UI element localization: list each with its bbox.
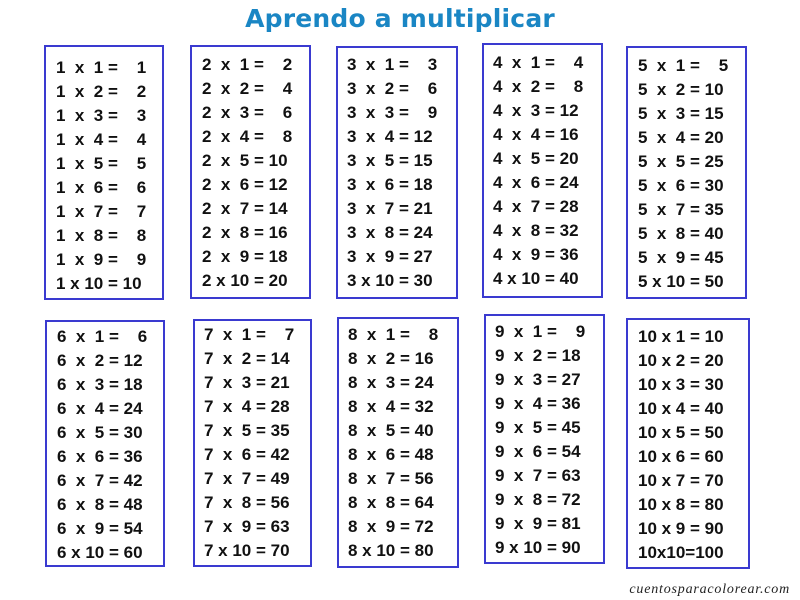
table-6-box bbox=[45, 320, 165, 567]
table-3-lines bbox=[338, 48, 456, 293]
table-7-lines bbox=[195, 321, 310, 563]
table-1-lines bbox=[46, 47, 162, 296]
table-row: 10 x 9 = 90 bbox=[638, 519, 724, 538]
table-row: 5 x 4 = 20 bbox=[638, 128, 724, 147]
table-row: 7 x 3 = 21 bbox=[204, 373, 290, 392]
table-5-box bbox=[626, 46, 747, 299]
table-row: 3 x 8 = 24 bbox=[347, 223, 433, 242]
page-title: Aprendo a multiplicar bbox=[245, 4, 555, 33]
table-row: 8 x 1 = 8 bbox=[348, 325, 439, 344]
table-row: 5 x 6 = 30 bbox=[638, 176, 724, 195]
table-6-lines bbox=[47, 322, 163, 565]
table-row: 3 x 7 = 21 bbox=[347, 199, 433, 218]
table-row: 7 x 10 = 70 bbox=[204, 541, 290, 560]
table-row: 10 x 3 = 30 bbox=[638, 375, 724, 394]
table-row: 1 x 5 = 5 bbox=[56, 154, 147, 173]
table-row: 10 x 6 = 60 bbox=[638, 447, 724, 466]
table-row: 6 x 10 = 60 bbox=[57, 543, 143, 562]
table-row: 5 x 2 = 10 bbox=[638, 80, 724, 99]
table-4-lines bbox=[484, 45, 601, 291]
table-row: 8 x 9 = 72 bbox=[348, 517, 434, 536]
table-row: 3 x 5 = 15 bbox=[347, 151, 433, 170]
table-row: 6 x 7 = 42 bbox=[57, 471, 143, 490]
table-8-lines bbox=[339, 319, 457, 563]
table-row: 1 x 2 = 2 bbox=[56, 82, 147, 101]
table-row: 1 x 8 = 8 bbox=[56, 226, 147, 245]
table-row: 2 x 7 = 14 bbox=[202, 199, 288, 218]
table-4-box bbox=[482, 43, 603, 298]
table-row: 8 x 5 = 40 bbox=[348, 421, 434, 440]
table-row: 9 x 9 = 81 bbox=[495, 514, 581, 533]
table-row: 7 x 1 = 7 bbox=[204, 325, 295, 344]
table-row: 3 x 3 = 9 bbox=[347, 103, 438, 122]
table-row: 3 x 1 = 3 bbox=[347, 55, 438, 74]
table-row: 5 x 10 = 50 bbox=[638, 272, 724, 291]
table-row: 7 x 9 = 63 bbox=[204, 517, 290, 536]
table-row: 9 x 4 = 36 bbox=[495, 394, 581, 413]
table-row: 4 x 2 = 8 bbox=[493, 77, 584, 96]
table-row: 1 x 4 = 4 bbox=[56, 130, 147, 149]
table-row: 4 x 3 = 12 bbox=[493, 101, 579, 120]
table-10-lines bbox=[628, 320, 748, 565]
table-row: 1 x 6 = 6 bbox=[56, 178, 147, 197]
table-row: 3 x 10 = 30 bbox=[347, 271, 433, 290]
table-row: 7 x 7 = 49 bbox=[204, 469, 290, 488]
table-row: 3 x 9 = 27 bbox=[347, 247, 433, 266]
table-row: 6 x 8 = 48 bbox=[57, 495, 143, 514]
table-row: 9 x 6 = 54 bbox=[495, 442, 581, 461]
table-row: 9 x 1 = 9 bbox=[495, 322, 586, 341]
table-row: 1 x 7 = 7 bbox=[56, 202, 147, 221]
table-10-box bbox=[626, 318, 750, 569]
table-9-box bbox=[484, 314, 605, 564]
table-row: 5 x 8 = 40 bbox=[638, 224, 724, 243]
table-row: 3 x 4 = 12 bbox=[347, 127, 433, 146]
table-row: 10 x 7 = 70 bbox=[638, 471, 724, 490]
table-row: 5 x 9 = 45 bbox=[638, 248, 724, 267]
table-row: 1 x 9 = 9 bbox=[56, 250, 147, 269]
table-row: 6 x 6 = 36 bbox=[57, 447, 143, 466]
table-1-box bbox=[44, 45, 164, 300]
table-row: 2 x 3 = 6 bbox=[202, 103, 293, 122]
table-row: 7 x 2 = 14 bbox=[204, 349, 290, 368]
table-row: 1 x 10 = 10 bbox=[56, 274, 142, 293]
table-row: 2 x 9 = 18 bbox=[202, 247, 288, 266]
table-row: 5 x 3 = 15 bbox=[638, 104, 724, 123]
table-row: 7 x 5 = 35 bbox=[204, 421, 290, 440]
table-row: 7 x 4 = 28 bbox=[204, 397, 290, 416]
table-row: 5 x 7 = 35 bbox=[638, 200, 724, 219]
table-row: 7 x 6 = 42 bbox=[204, 445, 290, 464]
table-row: 6 x 9 = 54 bbox=[57, 519, 143, 538]
table-row: 9 x 2 = 18 bbox=[495, 346, 581, 365]
table-row: 2 x 4 = 8 bbox=[202, 127, 293, 146]
table-row: 8 x 4 = 32 bbox=[348, 397, 434, 416]
table-row: 1 x 3 = 3 bbox=[56, 106, 147, 125]
table-row: 9 x 7 = 63 bbox=[495, 466, 581, 485]
table-row: 6 x 1 = 6 bbox=[57, 327, 148, 346]
table-row: 9 x 5 = 45 bbox=[495, 418, 581, 437]
table-2-lines bbox=[192, 47, 309, 293]
table-9-lines bbox=[486, 316, 603, 560]
table-3-box bbox=[336, 46, 458, 299]
table-row: 10 x 8 = 80 bbox=[638, 495, 724, 514]
table-row: 4 x 7 = 28 bbox=[493, 197, 579, 216]
table-8-box bbox=[337, 317, 459, 568]
table-row: 10 x 2 = 20 bbox=[638, 351, 724, 370]
table-7-box bbox=[193, 319, 312, 567]
table-row: 2 x 6 = 12 bbox=[202, 175, 288, 194]
table-row: 5 x 5 = 25 bbox=[638, 152, 724, 171]
table-row: 5 x 1 = 5 bbox=[638, 56, 729, 75]
table-row: 9 x 3 = 27 bbox=[495, 370, 581, 389]
table-row: 4 x 4 = 16 bbox=[493, 125, 579, 144]
table-row: 8 x 8 = 64 bbox=[348, 493, 434, 512]
site-credit: cuentosparacolorear.com bbox=[629, 582, 790, 597]
table-2-box bbox=[190, 45, 311, 299]
table-row: 3 x 6 = 18 bbox=[347, 175, 433, 194]
table-row: 2 x 2 = 4 bbox=[202, 79, 293, 98]
table-row: 1 x 1 = 1 bbox=[56, 58, 147, 77]
table-row: 8 x 6 = 48 bbox=[348, 445, 434, 464]
table-row: 10 x 1 = 10 bbox=[638, 327, 724, 346]
table-row: 10 x 5 = 50 bbox=[638, 423, 724, 442]
table-row: 2 x 5 = 10 bbox=[202, 151, 288, 170]
table-5-lines bbox=[628, 48, 745, 294]
table-row: 4 x 5 = 20 bbox=[493, 149, 579, 168]
table-row: 2 x 1 = 2 bbox=[202, 55, 293, 74]
table-row: 9 x 10 = 90 bbox=[495, 538, 581, 557]
table-row: 8 x 3 = 24 bbox=[348, 373, 434, 392]
table-row: 6 x 3 = 18 bbox=[57, 375, 143, 394]
table-row: 8 x 10 = 80 bbox=[348, 541, 434, 560]
table-row: 8 x 2 = 16 bbox=[348, 349, 434, 368]
table-row: 4 x 8 = 32 bbox=[493, 221, 579, 240]
table-row: 4 x 10 = 40 bbox=[493, 269, 579, 288]
table-row: 7 x 8 = 56 bbox=[204, 493, 290, 512]
table-row: 9 x 8 = 72 bbox=[495, 490, 581, 509]
table-row: 4 x 9 = 36 bbox=[493, 245, 579, 264]
table-row: 8 x 7 = 56 bbox=[348, 469, 434, 488]
table-row: 6 x 5 = 30 bbox=[57, 423, 143, 442]
table-row: 2 x 10 = 20 bbox=[202, 271, 288, 290]
table-row: 6 x 2 = 12 bbox=[57, 351, 143, 370]
table-row: 3 x 2 = 6 bbox=[347, 79, 438, 98]
table-row: 6 x 4 = 24 bbox=[57, 399, 143, 418]
table-row: 2 x 8 = 16 bbox=[202, 223, 288, 242]
table-row: 10 x 4 = 40 bbox=[638, 399, 724, 418]
table-row: 4 x 6 = 24 bbox=[493, 173, 579, 192]
table-row: 10x10=100 bbox=[638, 543, 724, 562]
table-row: 4 x 1 = 4 bbox=[493, 53, 584, 72]
